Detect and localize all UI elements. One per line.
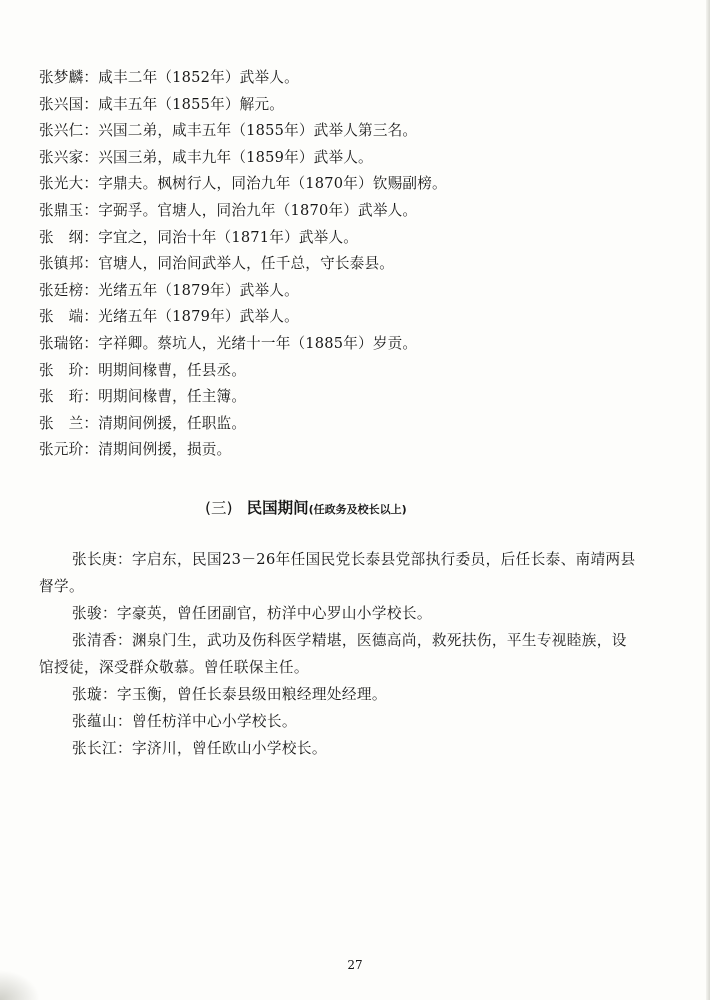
entry-text: 清期间例援，任职监。 [98,414,247,432]
entry-name: 张镇邦： [39,255,99,273]
section-title: 民国期间 [246,499,309,517]
entry-name: 张兴仁： [39,122,99,140]
list-item [39,411,659,438]
bio-text: 字启东，民国23－26年任国民党长泰县党部执行委员，后任长泰、南靖两县督学。 [39,551,636,595]
section-number: (三) [205,499,233,517]
entry-text: 官塘人，同治间武举人，任千总，守长泰县。 [98,255,395,273]
bio-text: 字豪英，曾任团副官，枋洋中心罗山小学校长。 [116,605,432,622]
bio-name: 张清香： [72,632,132,649]
entry-text: 字宜之，同治十年（1871年）武举人。 [98,228,359,246]
entry-text: 字鼎夫。枫树行人，同治九年（1870年）钦赐副榜。 [98,175,447,193]
scan-corner-shadow [0,970,40,1000]
list-item [39,198,659,225]
section-heading [205,496,407,518]
list-item [39,437,659,464]
entry-name: 张 玠： [39,361,99,379]
list-item [39,225,659,252]
republic-era-biographies [39,546,639,762]
biography-paragraph [39,600,639,627]
biography-paragraph [39,627,639,681]
bio-name: 张长江： [72,740,132,757]
list-item [39,358,659,385]
list-item [39,145,659,172]
entry-name: 张瑞铭： [39,334,99,352]
entry-name: 张 纲： [39,228,99,246]
scan-edge-shadow [706,0,710,1000]
list-item [39,331,659,358]
biography-paragraph [39,708,639,735]
entry-text: 字弼孚。官塘人，同治九年（1870年）武举人。 [98,201,418,219]
biography-paragraph [39,735,639,762]
bio-text: 曾任枋洋中心小学校长。 [131,713,297,730]
list-item [39,171,659,198]
entry-name: 张 端： [39,308,99,326]
list-item [39,65,659,92]
entry-name: 张光大： [39,175,99,193]
bio-name: 张骏： [72,605,117,622]
bio-name: 张璇： [72,686,117,703]
list-item [39,278,659,305]
entry-name: 张鼎玉： [39,201,99,219]
entry-name: 张廷榜： [39,281,99,299]
entry-name: 张兴国： [39,95,99,113]
entry-text: 咸丰二年（1852年）武举人。 [98,69,299,86]
list-item [39,92,659,119]
biography-paragraph [39,546,639,600]
list-item [39,251,659,278]
bio-text: 字济川，曾任欧山小学校长。 [131,740,327,757]
list-item [39,118,659,145]
page-number: 27 [347,958,363,972]
entry-text: 清期间例援，损贡。 [98,441,232,459]
entry-text: 咸丰五年（1855年）解元。 [98,95,285,113]
entry-name: 张元玠： [39,441,99,459]
qing-dynasty-name-list [39,65,659,464]
entry-name: 张兴家： [39,148,99,166]
entry-text: 光绪五年（1879年）武举人。 [98,281,299,299]
section-subtitle: (任政务及校长以上) [308,503,407,516]
bio-text: 字玉衡，曾任长泰县级田粮经理处经理。 [116,686,387,703]
entry-name: 张 兰： [39,414,99,432]
entry-name: 张 珩： [39,388,99,406]
list-item [39,384,659,411]
bio-text: 渊泉门生，武功及伤科医学精堪，医德高尚，救死扶伤，平生专视睦族，设馆授徒，深受群众敬慕。曾任联保主任。 [39,632,627,676]
entry-text: 明期间椽曹，任主簿。 [98,388,247,406]
entry-text: 光绪五年（1879年）武举人。 [98,308,299,326]
entry-text: 明期间椽曹，任县丞。 [98,361,247,379]
biography-paragraph [39,681,639,708]
bio-name: 张长庚： [72,551,132,568]
list-item [39,304,659,331]
bio-name: 张蕴山： [72,713,132,730]
entry-text: 兴国三弟，咸丰九年（1859年）武举人。 [98,148,373,166]
entry-text: 兴国二弟，咸丰五年（1855年）武举人第三名。 [98,122,418,140]
entry-name: 张梦麟： [39,69,99,86]
entry-text: 字祥卿。蔡坑人，光绪十一年（1885年）岁贡。 [98,334,418,352]
